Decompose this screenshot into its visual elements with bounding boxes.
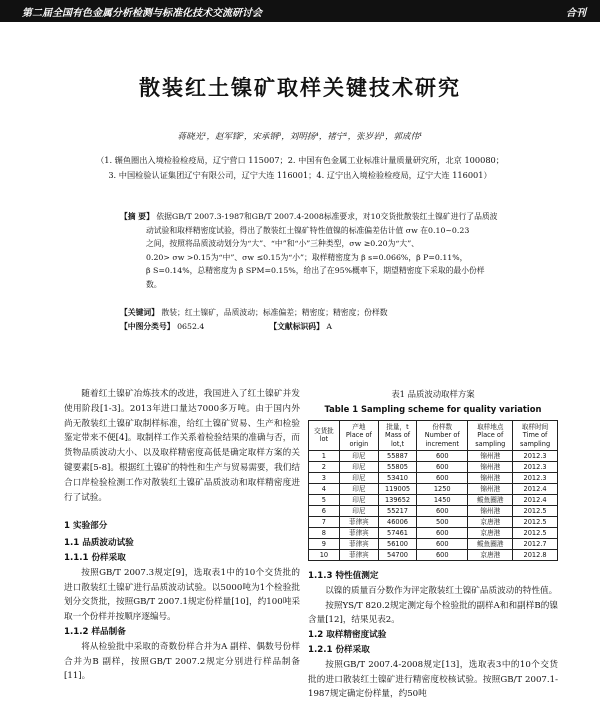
table-cell: 锦州港: [468, 473, 513, 484]
table-cell: 印尼: [339, 495, 378, 506]
table-cell: 锦州港: [468, 506, 513, 517]
table-cell: 印尼: [339, 473, 378, 484]
table-cell: 2012.5: [513, 528, 558, 539]
table-cell: 鲅鱼圈港: [468, 539, 513, 550]
table-header-cell: 交货批 lot: [309, 420, 340, 451]
table-cell: 京唐港: [468, 550, 513, 561]
table-cell: 2012.3: [513, 462, 558, 473]
table-cell: 鲅鱼圈港: [468, 495, 513, 506]
paper-title: 散装红土镍矿取样关键技术研究: [139, 76, 461, 100]
clc-label: 【中图分类号】: [120, 322, 175, 331]
table-cell: 锦州港: [468, 462, 513, 473]
table-cell: 55805: [378, 462, 416, 473]
table-cell: 菲律宾: [339, 539, 378, 550]
paragraph-1-1-2: 将从检验批中采取的奇数份样合并为A 副样、偶数号份样合并为B 副样，按照GB/T 2007.2规定分别进行样品制备[11]。: [64, 641, 300, 682]
left-column: [64, 387, 300, 684]
doc-code-label: 【文献标识码】: [269, 322, 324, 331]
keywords-block: [120, 306, 520, 334]
right-column: [308, 387, 558, 702]
table-cell: 2012.3: [513, 473, 558, 484]
table-cell: 600: [417, 550, 468, 561]
table-cell: 2: [309, 462, 340, 473]
keywords-label: 【关键词】: [120, 308, 159, 317]
table-cell: 119005: [378, 484, 416, 495]
header-left: 第二届全国有色金属分析检测与标准化技术交流研讨会: [22, 7, 262, 19]
sampling-table: [308, 420, 558, 562]
abstract-line-3: 之间，按照将品质波动划分为“大”、“中”和“小”三种类型，σw ≥0.20为“大”、: [146, 239, 419, 249]
table-cell: 8: [309, 528, 340, 539]
clc-value: 0652.4: [177, 322, 205, 331]
abstract-line-2: 动试验和取样精密度试验，得出了散装红土镍矿特性值镍的标准偏差估计值 σw 在0.10~0.23: [146, 225, 470, 235]
table-cell: 2012.5: [513, 517, 558, 528]
keywords-text: 散装；红土镍矿，品质波动；标准偏差；精密度；精密度；份样数: [161, 308, 388, 317]
table-cell: 600: [417, 451, 468, 462]
subsubsection-heading-1-1-3: 1.1.3 特性值测定: [308, 571, 379, 582]
table-row: [309, 495, 558, 506]
table-cell: 55887: [378, 451, 416, 462]
section-heading-1: 1 实验部分: [64, 521, 108, 532]
table-cell: 500: [417, 517, 468, 528]
table-cell: 600: [417, 462, 468, 473]
table-cell: 2012.3: [513, 451, 558, 462]
table-row: [309, 517, 558, 528]
table-row: [309, 550, 558, 561]
table-cell: 京唐港: [468, 528, 513, 539]
table-cell: 55217: [378, 506, 416, 517]
table-header-cell: 批量，t Mass of lot,t: [378, 420, 416, 451]
table-row: [309, 484, 558, 495]
paragraph-1-2-1: 按照GB/T 2007.4-2008规定[13]，选取表3中的10个交货批的进口散装红土镍矿进行精密度校核试验。按照GB/T 2007.1-1987规定确定份样量，约50吨: [308, 659, 558, 700]
paragraph-1-1-3a: 以镍的质量百分数作为评定散装红土镍矿品质波动的特性值。: [325, 585, 558, 596]
table-cell: 印尼: [339, 506, 378, 517]
table-caption-cn: 表1 品质波动取样方案: [391, 389, 475, 399]
intro-paragraph: 随着红土镍矿冶炼技术的改进，我国进入了红土镍矿并发使用阶段[1-3]。2013年进口量达7000多万吨。由于国内外尚无散装红土镍矿取制样标准，给红土镍矿贸易、生产和检验鉴定带来不便[4]。取制样工作关系着检验结果的准确与否，而货物品质波动大小、以及取样精密度高低是确定取样方案的关键要素[5-8]。根据红土镍矿的特性和生产与贸易需要，我们结合口岸检验检测工作对散装红土镍矿品质波动和取样精密度进行了试验。: [64, 389, 300, 503]
table-cell: 印尼: [339, 462, 378, 473]
table-cell: 2012.8: [513, 550, 558, 561]
table-cell: 锦州港: [468, 451, 513, 462]
table-cell: 1250: [417, 484, 468, 495]
table-cell: 600: [417, 473, 468, 484]
paragraph-1-1-1: 按照GB/T 2007.3规定[9]，选取表1中的10个交货批的进口散装红土镍矿进行品质波动试验。以5000吨为1个检验批划分交货批，按照GB/T 2007.1规定份样量[10]，约100吨采取一个份样并按顺序逐编号。: [64, 567, 300, 623]
abstract-line-1: 依据GB/T 2007.3-1987和GB/T 2007.4-2008标准要求，对10交货批散装红土镍矿进行了品质波: [156, 212, 498, 221]
table-cell: 600: [417, 528, 468, 539]
subsubsection-heading-1-1-1: 1.1.1 份样采取: [64, 552, 126, 563]
abstract-line-5: β S=0.14%，总精密度为 β SPM=0.15%，给出了在95%概率下，期望精密度下采取的最小份样数。: [146, 266, 485, 289]
table-cell: 53410: [378, 473, 416, 484]
abstract-line-4: 0.20> σw >0.15为“中”、σw ≤0.15为“小”；取样精密度为 β s=0.066%，β P=0.11%，: [146, 252, 468, 262]
table-cell: 2012.4: [513, 484, 558, 495]
table-cell: 2012.4: [513, 495, 558, 506]
table-row: [309, 451, 558, 462]
subsection-heading-1-1: 1.1 品质波动试验: [64, 538, 134, 549]
table-cell: 6: [309, 506, 340, 517]
table-header-cell: 产地 Place of origin: [339, 420, 378, 451]
subsubsection-heading-1-2-1: 1.2.1 份样采取: [308, 645, 370, 656]
subsubsection-heading-1-1-2: 1.1.2 样品制备: [64, 626, 126, 637]
table-cell: 56100: [378, 539, 416, 550]
table-cell: 京唐港: [468, 517, 513, 528]
table-cell: 印尼: [339, 484, 378, 495]
table-cell: 46006: [378, 517, 416, 528]
table-caption-en: Table 1 Sampling scheme for quality variation: [324, 403, 542, 414]
table-cell: 4: [309, 484, 340, 495]
affiliation-1: （1. 辗鱼圈出入境检验检疫局，辽宁营口 115007；2. 中国有色金属工业标准计量质量研究所，北京 100080；: [96, 155, 504, 165]
table-cell: 菲律宾: [339, 528, 378, 539]
authors: 蒋晓光¹，赵军锋²，宋承钢³，刘明扬⁴，褚宁¹，张岁岩¹，郭成伟¹: [177, 132, 423, 142]
table-cell: 1450: [417, 495, 468, 506]
paragraph-1-1-3b: 按照YS/T 820.2规定测定每个检验批的副样A和和副样B的镍含量[12]，结果见表2。: [308, 600, 558, 626]
journal-header: [0, 0, 600, 22]
table-cell: 7: [309, 517, 340, 528]
table-row: [309, 462, 558, 473]
table-cell: 5: [309, 495, 340, 506]
table-cell: 600: [417, 506, 468, 517]
table-cell: 菲律宾: [339, 517, 378, 528]
header-right: 合刊: [566, 7, 586, 19]
table-row: [309, 539, 558, 550]
affiliation-2: 3. 中国检验认证集团辽宁有限公司，辽宁大连 116001；4. 辽宁出入境检验检疫局，辽宁大连 116001）: [108, 170, 492, 180]
subsection-heading-1-2: 1.2 取样精密度试验: [308, 630, 387, 641]
table-cell: 10: [309, 550, 340, 561]
table-cell: 600: [417, 539, 468, 550]
abstract: [120, 210, 500, 292]
table-cell: 2012.5: [513, 506, 558, 517]
table-header-row: [309, 420, 558, 451]
table-header-cell: 份样数 Number of increment: [417, 420, 468, 451]
table-cell: 1: [309, 451, 340, 462]
table-header-cell: 取样地点 Place of sampling: [468, 420, 513, 451]
table-row: [309, 473, 558, 484]
table-cell: 3: [309, 473, 340, 484]
table-cell: 9: [309, 539, 340, 550]
table-cell: 锦州港: [468, 484, 513, 495]
table-header-cell: 取样时间 Time of sampling: [513, 420, 558, 451]
doc-code-value: A: [326, 322, 333, 331]
abstract-label: 【摘 要】: [120, 212, 154, 221]
table-cell: 54700: [378, 550, 416, 561]
table-row: [309, 506, 558, 517]
table-cell: 139652: [378, 495, 416, 506]
table-cell: 印尼: [339, 451, 378, 462]
table-row: [309, 528, 558, 539]
table-cell: 菲律宾: [339, 550, 378, 561]
table-cell: 57461: [378, 528, 416, 539]
table-cell: 2012.7: [513, 539, 558, 550]
